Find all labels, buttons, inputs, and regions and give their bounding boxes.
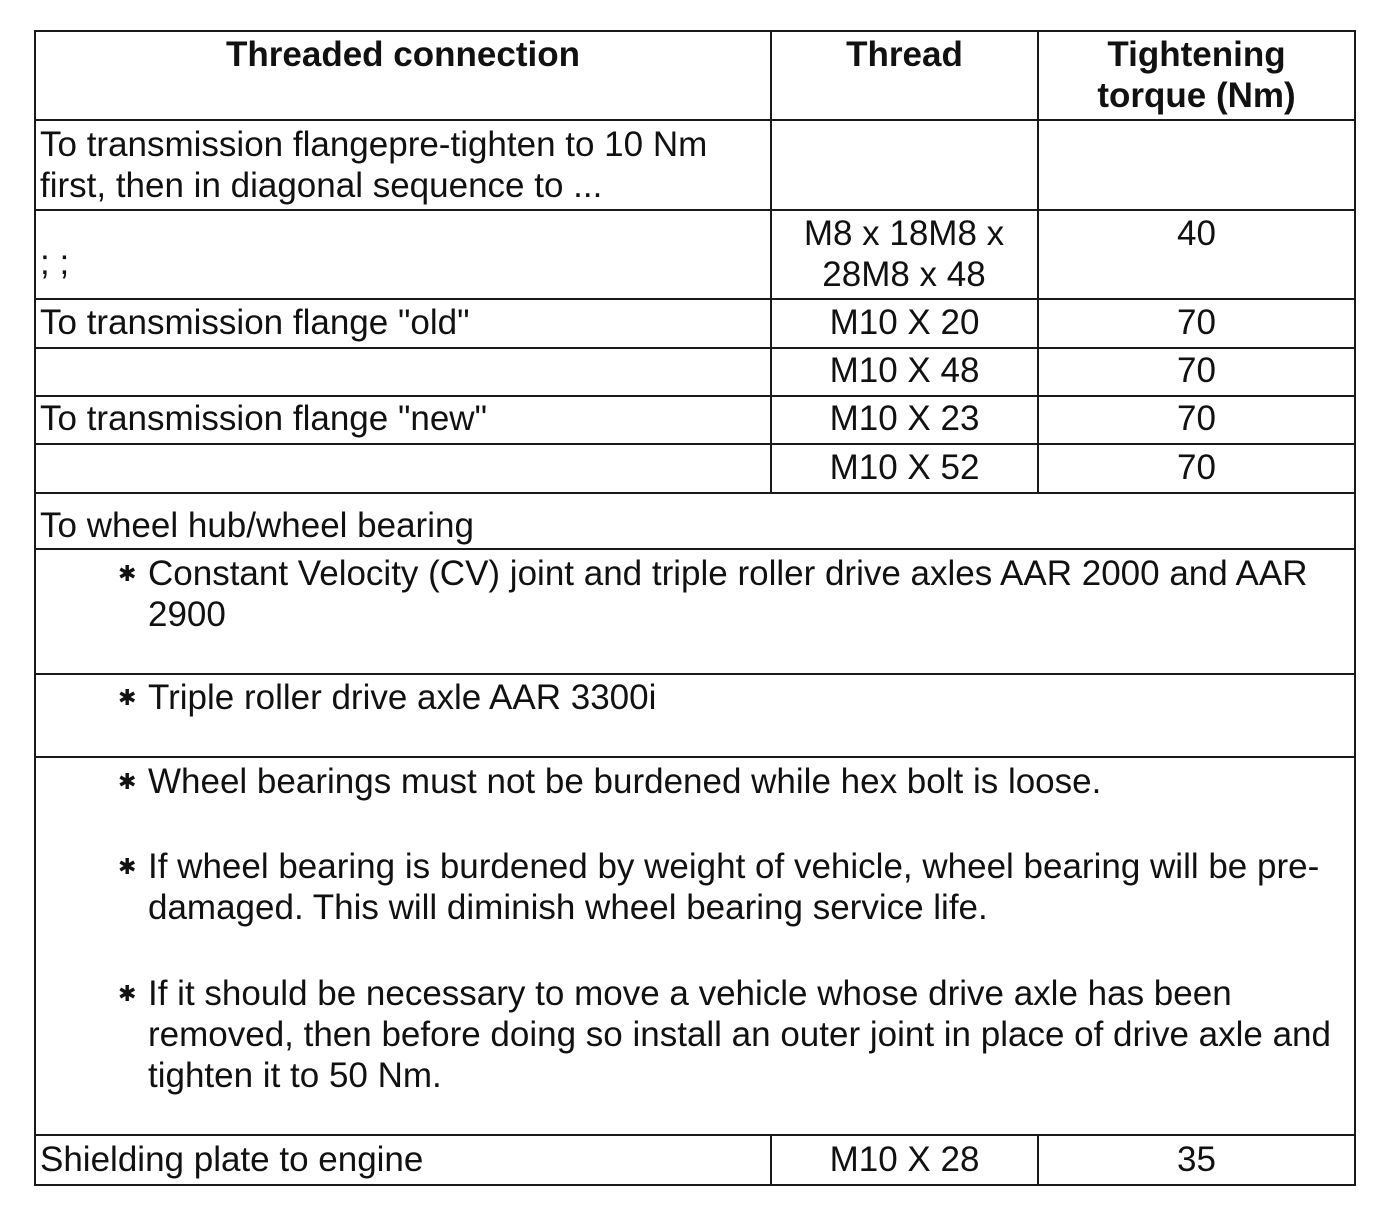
table-rule	[34, 30, 1356, 32]
header-thread: Thread	[846, 35, 963, 74]
list-item: If it should be necessary to move a vehicle whose drive axle has been removed, then before doing so install an outer joint in place of drive axle and tighten it to 50 Nm.	[148, 974, 1331, 1095]
table-rule	[34, 395, 1356, 397]
wheel-hub-heading: To wheel hub/wheel bearing	[40, 506, 474, 545]
table-row-connection: To transmission flange "old"	[40, 303, 470, 342]
table-row-thread: M10 X 52	[829, 448, 980, 487]
table-rule	[34, 1184, 1356, 1186]
table-rule	[34, 1134, 1356, 1136]
table-rule	[34, 298, 1356, 300]
header-threaded-connection: Threaded connection	[226, 35, 580, 74]
table-row-torque: 70	[1177, 448, 1216, 487]
bullet-icon: ✱	[118, 769, 137, 794]
table-rule	[34, 209, 1356, 211]
list-item: Wheel bearings must not be burdened while hex bolt is loose.	[148, 762, 1102, 801]
table-row-thread: M10 X 28	[829, 1140, 980, 1179]
table-rule	[34, 673, 1356, 675]
table-rule	[34, 548, 1356, 550]
table-rule	[1354, 30, 1356, 1186]
bullet-icon: ✱	[118, 854, 137, 879]
table-row-connection: To transmission flange "new"	[40, 399, 488, 438]
list-item: Triple roller drive axle AAR 3300i	[148, 678, 657, 717]
table-row-torque: 70	[1177, 351, 1216, 390]
list-item: If wheel bearing is burdened by weight of vehicle, wheel bearing will be pre-damaged. This will diminish wheel bearing service life.	[148, 847, 1320, 927]
table-row-thread: M10 X 20	[829, 303, 980, 342]
table-rule	[34, 347, 1356, 349]
table-row-connection: To transmission flangepre-tighten to 10 Nm first, then in diagonal sequence to ...	[40, 125, 708, 205]
table-rule	[34, 492, 1356, 494]
table-row-thread: M8 x 18M8 x 28M8 x 48	[803, 214, 1005, 294]
table-rule	[34, 756, 1356, 758]
table-row-thread: M10 X 48	[829, 351, 980, 390]
table-row-connection: Shielding plate to engine	[40, 1140, 424, 1179]
table-row-torque: 35	[1177, 1140, 1216, 1179]
header-tightening-torque: Tightening torque (Nm)	[1097, 35, 1296, 115]
table-row-torque: 70	[1177, 399, 1216, 438]
bullet-icon: ✱	[118, 561, 137, 586]
table-row-torque: 40	[1177, 214, 1216, 253]
bullet-icon: ✱	[118, 685, 137, 710]
table-row-connection: ; ;	[40, 243, 70, 282]
torque-table	[34, 30, 1356, 1186]
bullet-icon: ✱	[118, 981, 137, 1006]
table-rule	[34, 119, 1356, 121]
table-row-thread: M10 X 23	[829, 399, 980, 438]
table-rule	[34, 443, 1356, 445]
table-row-torque: 70	[1177, 303, 1216, 342]
list-item: Constant Velocity (CV) joint and triple roller drive axles AAR 2000 and AAR 2900	[148, 554, 1308, 634]
